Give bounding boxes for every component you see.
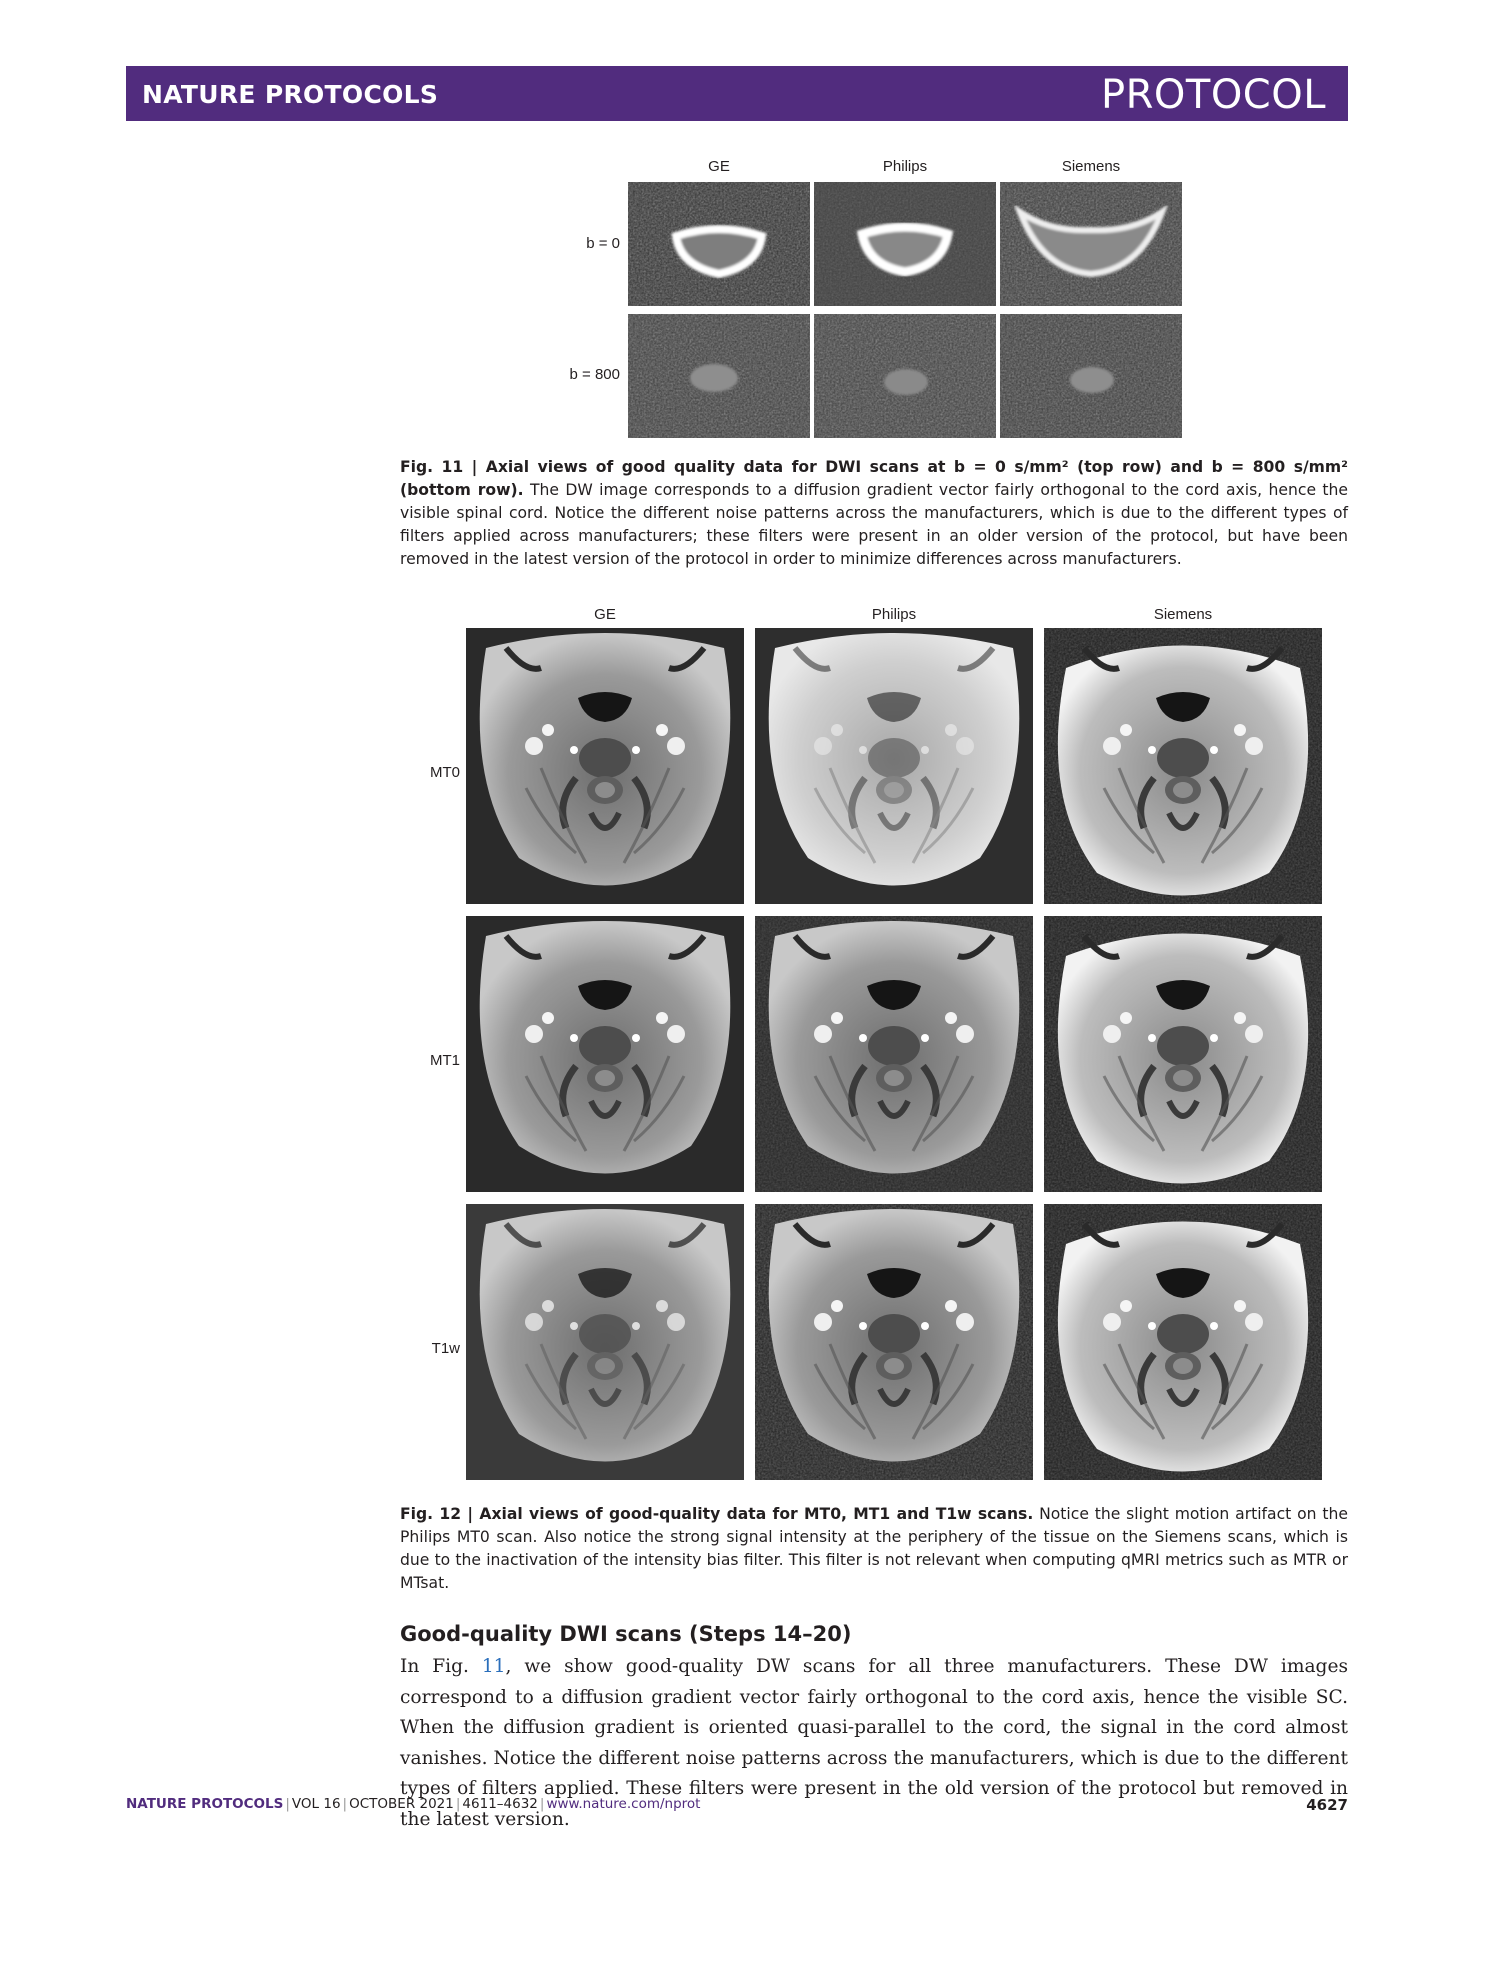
dwi-ge-b0-image <box>628 182 810 306</box>
body-text-start: In Fig. <box>400 1656 482 1677</box>
t1w-siemens-image <box>1044 1204 1322 1480</box>
fig11-col-philips: Philips <box>882 158 928 175</box>
fig11-caption-title: Fig. 11 | Axial views of good quality data for DWI scans at b = 0 s/mm² (top row) and b = 800 s/mm² (bottom row). <box>400 458 1348 499</box>
page-number: 4627 <box>1306 1796 1348 1814</box>
mt1-philips-image <box>755 916 1033 1192</box>
footer: NATURE PROTOCOLS | VOL 16 | OCTOBER 2021 | 4611–4632 | www.nature.com/nprot 4627 <box>126 1796 1348 1814</box>
fig12-col-ge: GE <box>594 606 616 623</box>
t1w-philips-image <box>755 1204 1033 1480</box>
mt1-ge-image <box>466 916 744 1192</box>
fig11-row-b0: b = 0 <box>586 235 620 252</box>
journal-name: NATURE PROTOCOLS <box>142 80 439 109</box>
t1w-ge-image <box>466 1204 744 1480</box>
fig11-row-b800: b = 800 <box>569 366 620 383</box>
header-bar <box>126 66 1348 121</box>
fig12-caption-body: Notice the slight motion artifact on the Philips MT0 scan. Also notice the strong signal intensity at the periphery of the tissue on the Siemens scans, which is due to the inactivation of the intensity bias filter. This filter is not relevant when computing qMRI metrics such as MTR or MTsat. <box>400 1505 1348 1592</box>
section-heading: Good-quality DWI scans (Steps 14–20) <box>400 1622 852 1646</box>
article-type: PROTOCOL <box>1100 72 1326 118</box>
dwi-ge-b800-image <box>628 314 810 438</box>
fig11-caption-body: The DW image corresponds to a diffusion gradient vector fairly orthogonal to the cord axis, hence the visible spinal cord. Notice the different noise patterns across the manufacturers, which is due to the different types of filters applied across manufacturers; these filters were present in an older version of the protocol, but have been removed in the latest version of the protocol in order to minimize differences across manufacturers. <box>400 481 1348 568</box>
fig11-col-ge: GE <box>708 158 730 175</box>
dwi-siemens-b0-image <box>1000 182 1182 306</box>
footer-url-link[interactable]: www.nature.com/nprot <box>546 1796 701 1812</box>
mt1-siemens-image <box>1044 916 1322 1192</box>
dwi-philips-b0-image <box>814 182 996 306</box>
fig12-row-t1w: T1w <box>431 1340 460 1357</box>
mt0-philips-image <box>755 628 1033 904</box>
fig12-col-philips: Philips <box>871 606 917 623</box>
footer-date: OCTOBER 2021 <box>349 1796 454 1812</box>
footer-journal: NATURE PROTOCOLS <box>126 1796 284 1812</box>
footer-pages: 4611–4632 <box>462 1796 538 1812</box>
dwi-siemens-b800-image <box>1000 314 1182 438</box>
footer-volume: VOL 16 <box>291 1796 341 1812</box>
figure-11-reference-link[interactable]: 11 <box>481 1656 506 1677</box>
mt0-ge-image <box>466 628 744 904</box>
dwi-philips-b800-image <box>814 314 996 438</box>
mt0-siemens-image <box>1044 628 1322 904</box>
fig11-col-siemens: Siemens <box>1061 158 1121 175</box>
fig12-caption <box>400 1503 1348 1595</box>
fig12-row-mt1: MT1 <box>430 1052 460 1069</box>
fig12-col-siemens: Siemens <box>1153 606 1213 623</box>
fig12-caption-title: Fig. 12 | Axial views of good-quality data for MT0, MT1 and T1w scans. <box>400 1505 1034 1523</box>
fig11-caption <box>400 456 1348 571</box>
fig12-row-mt0: MT0 <box>430 764 460 781</box>
body-text-rest: , we show good-quality DW scans for all three manufacturers. These DW images correspond to a diffusion gradient vector fairly orthogonal to the cord axis, hence the visible SC. When the diffusion gradient is oriented quasi-parallel to the cord, the signal in the cord almost vanishes. Notice the different noise patterns across the manufacturers, which is due to the different types of filters applied. These filters were present in the old version of the protocol but removed in the latest version. <box>400 1656 1348 1830</box>
